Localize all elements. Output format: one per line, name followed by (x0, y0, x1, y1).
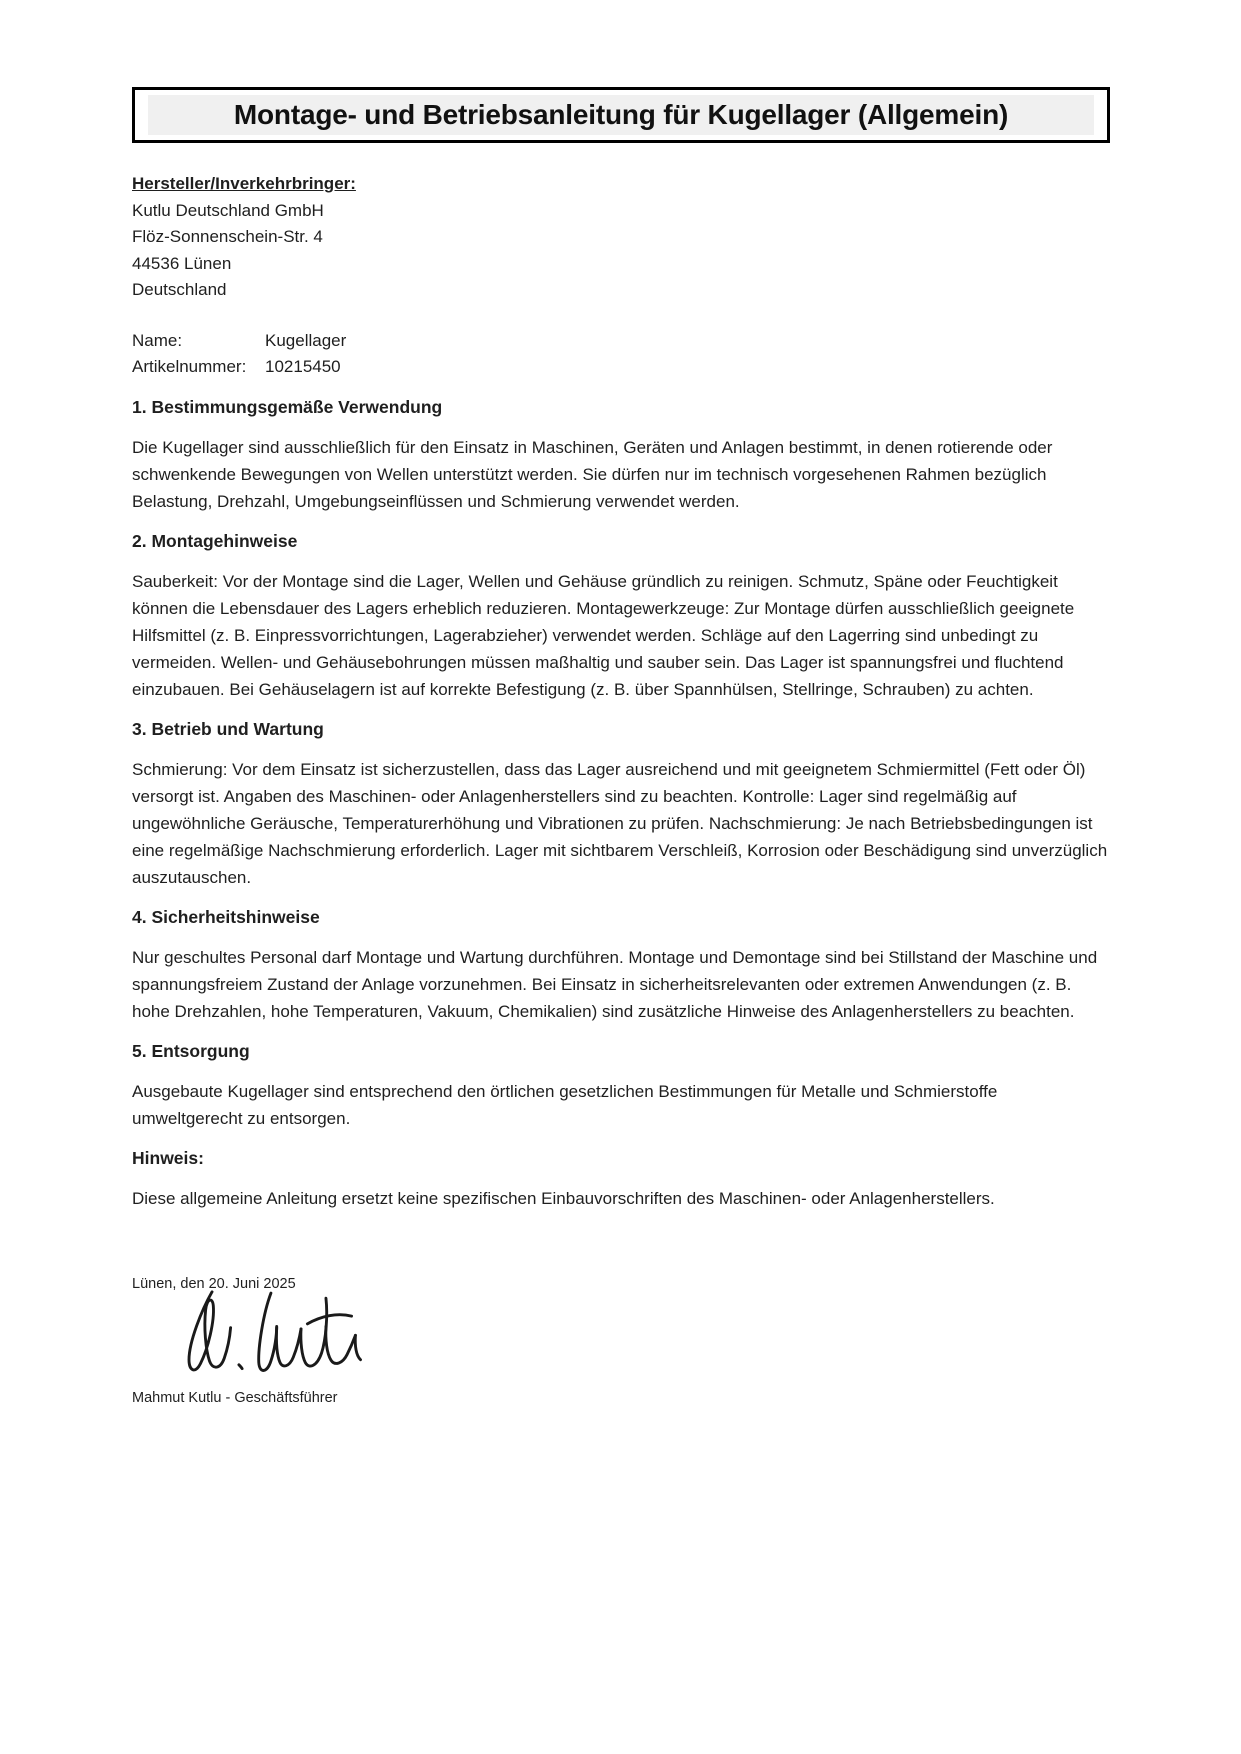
signature-date: Lünen, den 20. Juni 2025 (132, 1275, 296, 1292)
signature-strokes (164, 1288, 374, 1384)
section-5-heading: 5. Entsorgung (132, 1040, 250, 1061)
document-content (132, 87, 1110, 1408)
section-4 (132, 904, 1110, 1025)
title-box (132, 87, 1110, 143)
section-4-heading: 4. Sicherheitshinweise (132, 906, 320, 927)
section-2-body: Sauberkeit: Vor der Montage sind die Lager, Wellen und Gehäuse gründlich zu reinigen. Schmutz, Späne oder Feuchtigkeit können die Lebensdauer des Lagers erheblich reduzieren. Montagewerkzeuge: Zur Montage dürfen ausschließlich geeignete Hilfsmittel (z. B. Einpressvorrichtungen, Lagerabzieher) verwendet werden. Schläge auf den Lagerring sind unbedingt zu vermeiden. Wellen- und Gehäusebohrungen müssen maßhaltig und sauber sein. Das Lager ist spannungsfrei und fluchtend einzubauen. Bei Gehäuselagern ist auf korrekte Befestigung (z. B. über Spannhülsen, Stellringe, Schrauben) zu achten. (132, 571, 1075, 699)
manufacturer-heading: Hersteller/Inverkehrbringer: (132, 174, 356, 193)
section-5-body: Ausgebaute Kugellager sind entsprechend den örtlichen gesetzlichen Bestimmungen für Metalle und Schmierstoffe umweltgerecht zu entsorgen. (132, 1081, 998, 1128)
section-5 (132, 1038, 1110, 1132)
signature-image (164, 1288, 1110, 1384)
product-article-label: Artikelnummer: (132, 357, 247, 376)
section-1 (132, 394, 1110, 515)
product-article-row (132, 354, 1110, 381)
manufacturer-block (132, 171, 1110, 304)
product-name-label: Name: (132, 330, 183, 350)
section-3-body: Schmierung: Vor dem Einsatz ist sicherzustellen, dass das Lager ausreichend und mit geeignetem Schmiermittel (Fett oder Öl) versorgt ist. Angaben des Maschinen- oder Anlagenherstellers sind zu beachten. Kontrolle: Lager sind regelmäßig auf ungewöhnliche Geräusche, Temperaturerhöhung und Vibrationen zu prüfen. Nachschmierung: Je nach Betriebsbedingungen ist eine regelmäßige Nachschmierung erforderlich. Lager mit sichtbarem Verschleiß, Korrosion oder Beschädigung sind unverzüglich auszutauschen. (132, 759, 1108, 887)
section-1-heading: 1. Bestimmungsgemäße Verwendung (132, 396, 443, 417)
section-4-body: Nur geschultes Personal darf Montage und Wartung durchführen. Montage und Demontage sind bei Stillstand der Maschine und spannungsfreiem Zustand der Anlage vorzunehmen. Bei Einsatz in sicherheitsrelevanten oder extremen Anwendungen (z. B. hohe Drehzahlen, hohe Temperaturen, Vakuum, Chemikalien) sind zusätzliche Hinweise des Anlagenherstellers zu beachten. (132, 947, 1098, 1021)
section-2-heading: 2. Montagehinweise (132, 530, 298, 551)
note-body: Diese allgemeine Anleitung ersetzt keine spezifischen Einbauvorschriften des Maschinen- oder Anlagenherstellers. (132, 1188, 995, 1208)
manufacturer-country: Deutschland (132, 280, 227, 299)
signer-name: Mahmut Kutlu - Geschäftsführer (132, 1389, 338, 1406)
spacer (132, 317, 1110, 328)
section-1-body: Die Kugellager sind ausschließlich für den Einsatz in Maschinen, Geräten und Anlagen bestimmt, in denen rotierende oder schwenkende Bewegungen von Wellen unterstützt werden. Sie dürfen nur im technisch vorgesehenen Rahmen bezüglich Belastung, Drehzahl, Umgebungseinflüssen und Schmierung verwendet werden. (132, 437, 1053, 511)
product-article-value: 10215450 (265, 357, 341, 376)
product-name-value: Kugellager (265, 330, 347, 350)
note-block (132, 1145, 1110, 1212)
section-3-heading: 3. Betrieb und Wartung (132, 718, 324, 739)
product-name-row (132, 328, 1110, 355)
section-3 (132, 716, 1110, 891)
note-heading: Hinweis: (132, 1147, 204, 1168)
manufacturer-name: Kutlu Deutschland GmbH (132, 200, 324, 220)
document-title: Montage- und Betriebsanleitung für Kugellager (Allgemein) (148, 95, 1094, 135)
product-block (132, 328, 1110, 381)
section-2 (132, 528, 1110, 703)
manufacturer-street: Flöz-Sonnenschein-Str. 4 (132, 227, 323, 246)
manufacturer-city: 44536 Lünen (132, 253, 232, 273)
